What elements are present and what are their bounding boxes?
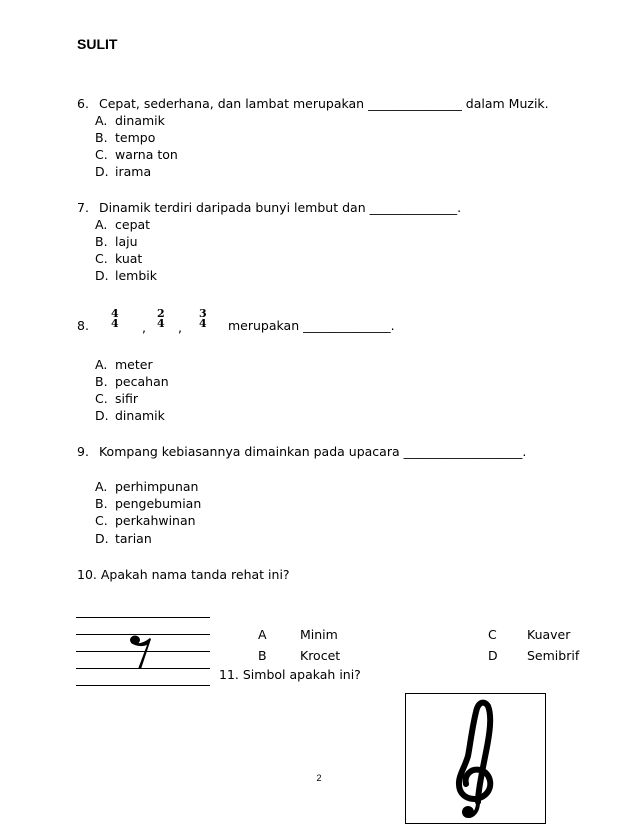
option: C. perkahwinan xyxy=(95,513,196,528)
option: B. laju xyxy=(95,234,138,249)
question-number: 6. xyxy=(77,96,89,111)
option: A. cepat xyxy=(95,217,151,232)
question-9 xyxy=(77,444,526,459)
option: D. dinamik xyxy=(95,408,165,423)
staff-line xyxy=(76,617,210,618)
option: B. pengebumian xyxy=(95,496,202,511)
time-signature-fraction: 3 4 xyxy=(199,307,207,330)
treble-clef-icon xyxy=(406,694,545,823)
option: D. irama xyxy=(95,164,152,179)
question-11 xyxy=(219,667,361,682)
option: D. tarian xyxy=(95,531,152,546)
question-number: 11. xyxy=(219,667,239,682)
question-number: 7. xyxy=(77,200,89,215)
question-text: Apakah nama tanda rehat ini? xyxy=(100,567,290,582)
question-text: Kompang kebiasannya dimainkan pada upacara ___________________. xyxy=(98,444,527,459)
choice-letter: C xyxy=(488,627,497,642)
choice-text: Krocet xyxy=(300,648,341,663)
header-label: SULIT xyxy=(77,36,118,52)
question-text: Cepat, sederhana, dan lambat merupakan _______________ dalam Muzik. xyxy=(98,96,549,111)
time-signature-fraction: 2 4 xyxy=(157,307,165,330)
question-10 xyxy=(77,567,290,582)
option: B. pecahan xyxy=(95,374,169,389)
option: C. warna ton xyxy=(95,147,178,162)
question-7 xyxy=(77,200,461,215)
option: C. kuat xyxy=(95,251,143,266)
staff-line xyxy=(76,685,210,686)
symbol-box xyxy=(405,693,546,824)
choice-text: Minim xyxy=(300,627,338,642)
option: A. dinamik xyxy=(95,113,165,128)
choice-text: Kuaver xyxy=(527,627,571,642)
question-text: Simbol apakah ini? xyxy=(242,667,361,682)
question-8-number: 8. xyxy=(77,318,89,333)
page-number: 2 xyxy=(316,773,322,783)
separator: , xyxy=(178,320,182,335)
option: B. tempo xyxy=(95,130,156,145)
question-number: 9. xyxy=(77,444,89,459)
option: D. lembik xyxy=(95,268,157,283)
separator: , xyxy=(142,320,146,335)
question-number: 10. xyxy=(77,567,97,582)
option: A. perhimpunan xyxy=(95,479,199,494)
choice-text: Semibrif xyxy=(527,648,580,663)
choice-letter: D xyxy=(488,648,498,663)
question-6 xyxy=(77,96,549,111)
question-text: merupakan ______________. xyxy=(228,318,395,333)
option: A. meter xyxy=(95,357,153,372)
choice-letter: B xyxy=(258,648,267,663)
question-text: Dinamik terdiri daripada bunyi lembut dan ______________. xyxy=(98,200,462,215)
option: C. sifir xyxy=(95,391,138,406)
time-signature-fraction: 4 4 xyxy=(111,307,119,330)
quaver-rest-icon xyxy=(128,634,154,670)
choice-letter: A xyxy=(258,627,267,642)
